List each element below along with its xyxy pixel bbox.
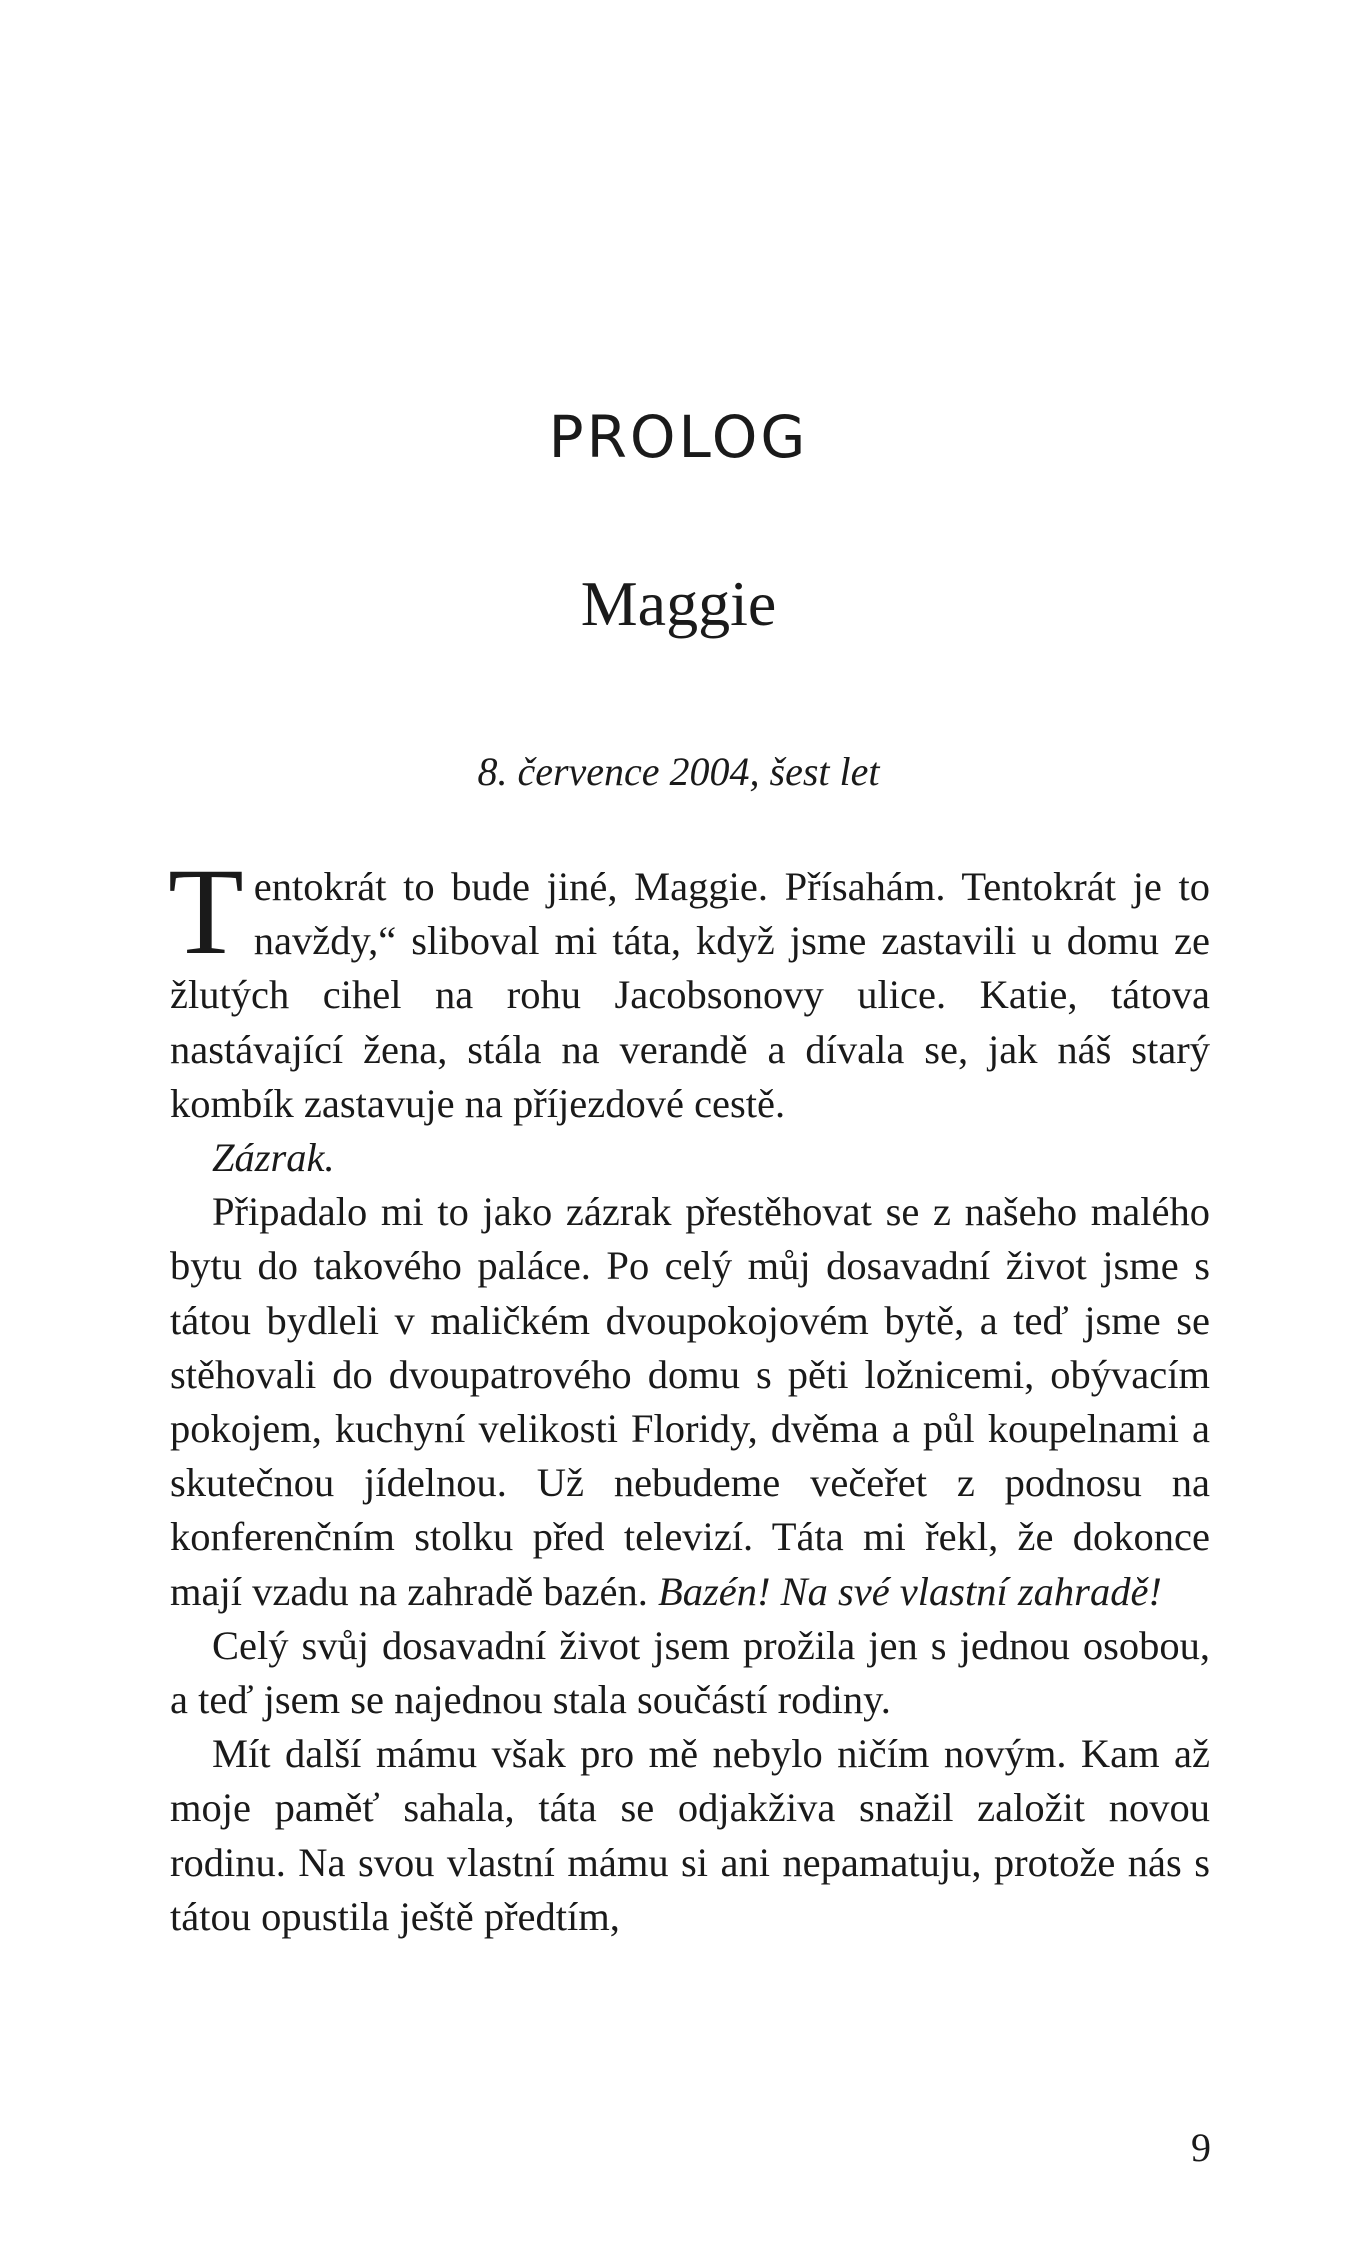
page-number: 9 — [1191, 2125, 1211, 2170]
paragraph-3-italic: Bazén! Na své vlastní zahradě! — [657, 1568, 1162, 1614]
paragraph-1-text: entokrát to bude jiné, Maggie. Přísahám. Tentokrát je to navždy,“ sliboval mi táta, když jsme zastavili u domu ze žlutých cihel na rohu Jacobsonovy ulice. Katie, tátova nastávající žena, stála na verandě a dívala se, jak náš starý kombík zastavuje na příjezdové cestě. — [170, 864, 1210, 1126]
drop-cap: T — [168, 843, 244, 980]
body-text — [168, 843, 1210, 1944]
chapter-title: Maggie — [580, 568, 777, 639]
chapter-label: PROLOG — [548, 403, 809, 471]
chapter-dateline: 8. července 2004, šest let — [477, 749, 880, 794]
paragraph-5 — [170, 1727, 1210, 1944]
paragraph-1 — [168, 843, 1210, 1131]
paragraph-4-text: Celý svůj dosavadní život jsem prožila jen s jednou osobou, a teď jsem se najednou stala součástí rodiny. — [170, 1622, 1210, 1723]
paragraph-4 — [170, 1619, 1210, 1727]
paragraph-3 — [170, 1185, 1210, 1619]
paragraph-3-text: Připadalo mi to jako zázrak přestěhovat se z našeho malého bytu do takového paláce. Po celý můj dosavadní život jsme s tátou bydleli v maličkém dvoupokojovém bytě, a teď jsme se stěhovali do dvoupatrového domu s pěti ložnicemi, obývacím pokojem, kuchyní velikosti Floridy, dvěma a půl koupelnami a skutečnou jídelnou. Už nebudeme večeřet z podnosu na konferenčním stolku před televizí. Táta mi řekl, že dokonce mají vzadu na zahradě bazén. — [170, 1189, 1210, 1614]
paragraph-2-italic: Zázrak. — [212, 1135, 335, 1181]
paragraph-5-text: Mít další mámu však pro mě nebylo ničím novým. Kam až moje paměť sahala, táta se odjakživa snažil založit novou rodinu. Na svou vlastní mámu si ani nepamatuju, protože nás s tátou opustila ještě předtím, — [170, 1731, 1210, 1939]
paragraph-2 — [170, 1131, 1210, 1185]
